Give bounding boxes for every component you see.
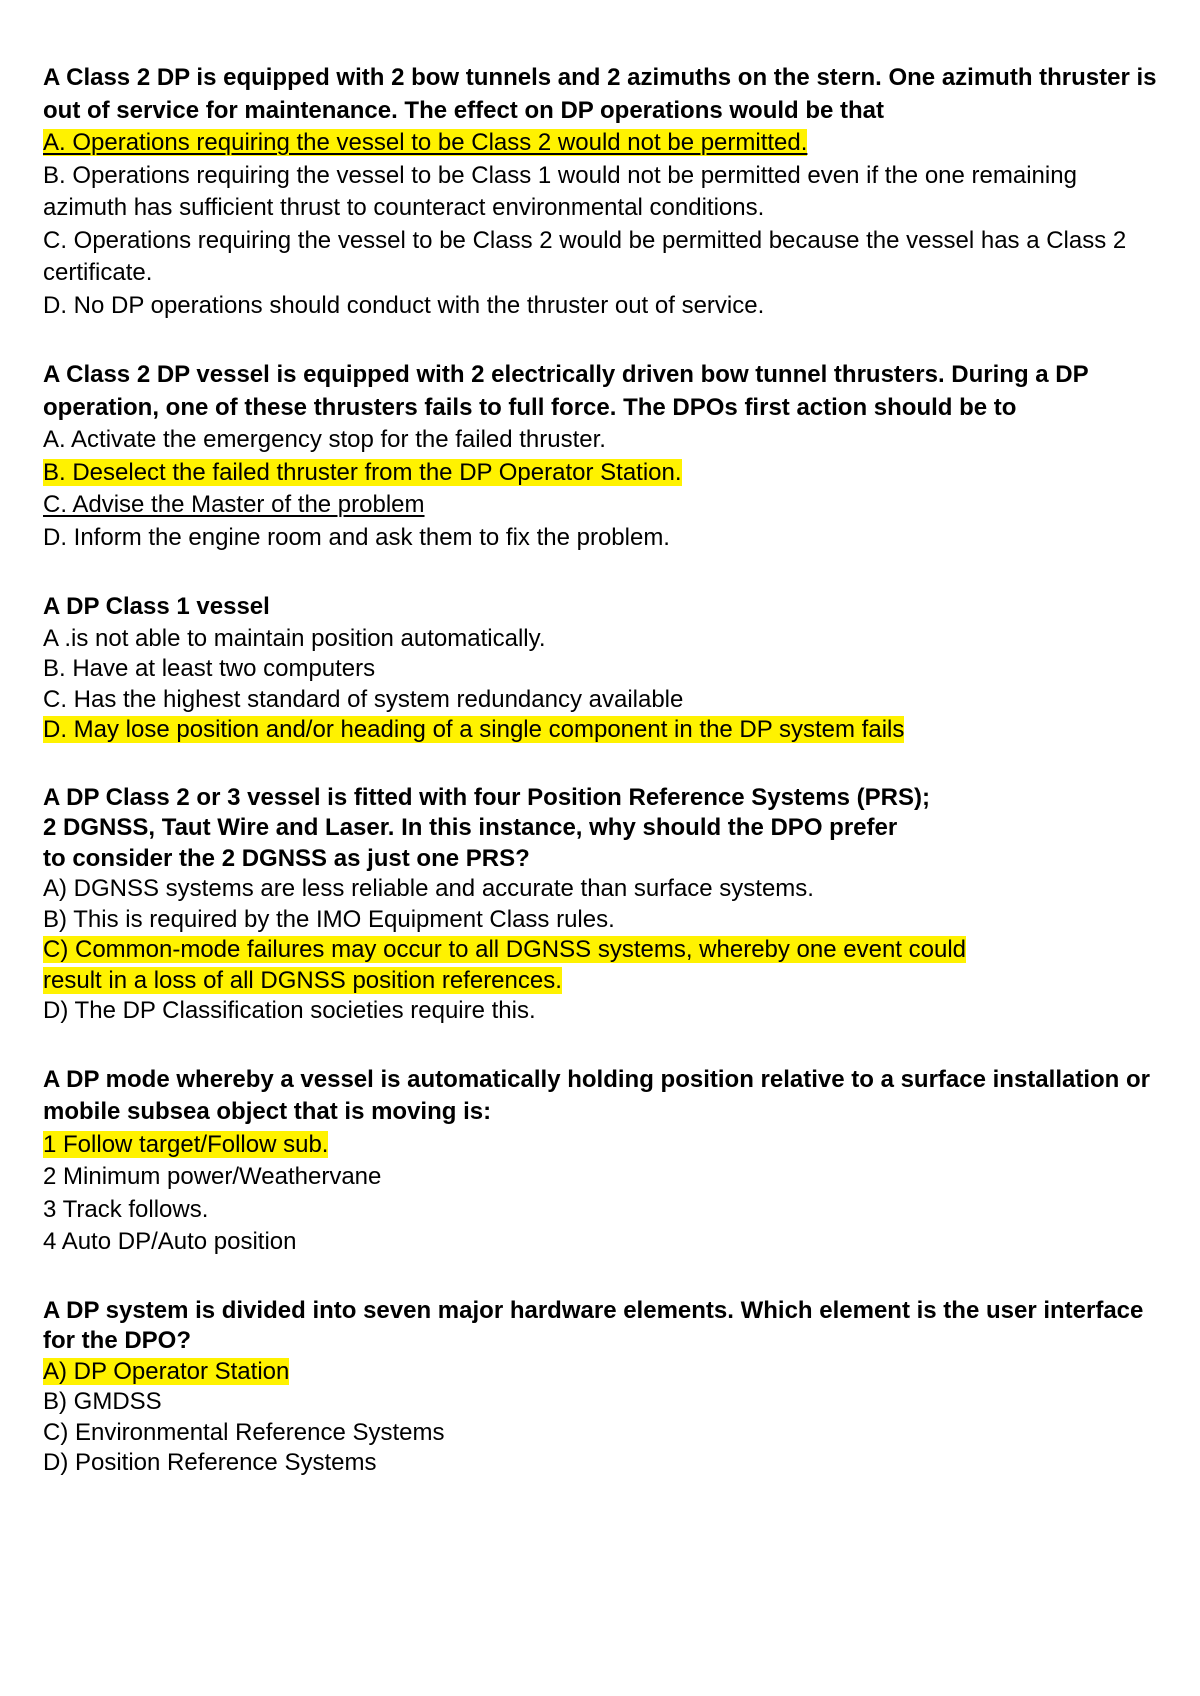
highlighted-answer: C) Common-mode failures may occur to all DGNSS systems, whereby one event could	[43, 936, 967, 963]
question-stem: A DP system is divided into seven major hardware elements. Which element is the user interface for the DPO?	[43, 1296, 1144, 1354]
answer-option-a: A .is not able to maintain position automatically.	[43, 624, 546, 652]
answer-option-1	[43, 1129, 1160, 1162]
answer-option-a	[43, 127, 1160, 160]
question-3	[43, 591, 1160, 746]
highlighted-answer: A. Operations requiring the vessel to be Class 2 would not be permitted.	[43, 129, 808, 156]
question-2	[43, 359, 1160, 554]
highlighted-answer: D. May lose position and/or heading of a single component in the DP system fails	[43, 716, 905, 743]
highlighted-answer: B. Deselect the failed thruster from the DP Operator Station.	[43, 458, 682, 486]
answer-option-3: 3 Track follows.	[43, 1195, 209, 1223]
question-1	[43, 62, 1160, 322]
answer-option-b: B. Operations requiring the vessel to be Class 1 would not be permitted even if the one remaining azimuth has sufficient thrust to counteract environmental conditions.	[43, 161, 1077, 221]
question-4	[43, 783, 1160, 1027]
answer-option-d: D. Inform the engine room and ask them to fix the problem.	[43, 523, 670, 551]
highlighted-answer: A) DP Operator Station	[43, 1357, 290, 1385]
question-stem-line-1: A DP Class 2 or 3 vessel is fitted with four Position Reference Systems (PRS);	[43, 783, 930, 811]
answer-option-b	[43, 457, 1160, 490]
question-stem: A Class 2 DP vessel is equipped with 2 electrically driven bow tunnel thrusters. During a DP operation, one of these thrusters fails to full force. The DPOs first action should be to	[43, 361, 1089, 421]
answer-option-4: 4 Auto DP/Auto position	[43, 1228, 297, 1255]
question-stem: A Class 2 DP is equipped with 2 bow tunnels and 2 azimuths on the stern. One azimuth thruster is out of service for maintenance. The effect on DP operations would be that	[43, 64, 1157, 124]
underlined-answer: C. Advise the Master of the problem	[43, 491, 425, 518]
answer-option-c: C. Operations requiring the vessel to be Class 2 would be permitted because the vessel has a Class 2 certificate.	[43, 226, 1127, 286]
answer-option-b: B. Have at least two computers	[43, 655, 376, 682]
answer-option-d: D. No DP operations should conduct with the thruster out of service.	[43, 291, 765, 319]
question-stem-line-3: to consider the 2 DGNSS as just one PRS?	[43, 844, 530, 872]
question-6	[43, 1296, 1160, 1479]
question-5	[43, 1064, 1160, 1259]
answer-option-d: D) Position Reference Systems	[43, 1449, 377, 1476]
answer-option-a: A. Activate the emergency stop for the failed thruster.	[43, 426, 606, 453]
answer-option-b: B) This is required by the IMO Equipment Class rules.	[43, 905, 615, 933]
answer-option-d: D) The DP Classification societies require this.	[43, 997, 536, 1024]
question-stem: A DP mode whereby a vessel is automatically holding position relative to a surface installation or mobile subsea object that is moving is:	[43, 1065, 1150, 1125]
question-stem: A DP Class 1 vessel	[43, 593, 270, 620]
answer-option-a	[43, 1357, 1160, 1388]
answer-option-c: C. Has the highest standard of system redundancy available	[43, 685, 684, 713]
answer-option-b: B) GMDSS	[43, 1388, 162, 1415]
question-stem-line-2: 2 DGNSS, Taut Wire and Laser. In this instance, why should the DPO prefer	[43, 814, 898, 841]
answer-option-c	[43, 489, 1160, 522]
answer-option-c-continued	[43, 966, 1160, 997]
highlighted-answer: 1 Follow target/Follow sub.	[43, 1130, 329, 1158]
answer-option-c	[43, 935, 1160, 966]
answer-option-d	[43, 715, 1160, 746]
answer-option-a: A) DGNSS systems are less reliable and accurate than surface systems.	[43, 875, 814, 902]
answer-option-2: 2 Minimum power/Weathervane	[43, 1163, 382, 1190]
highlighted-answer: result in a loss of all DGNSS position references.	[43, 966, 562, 994]
answer-option-c: C) Environmental Reference Systems	[43, 1418, 445, 1446]
